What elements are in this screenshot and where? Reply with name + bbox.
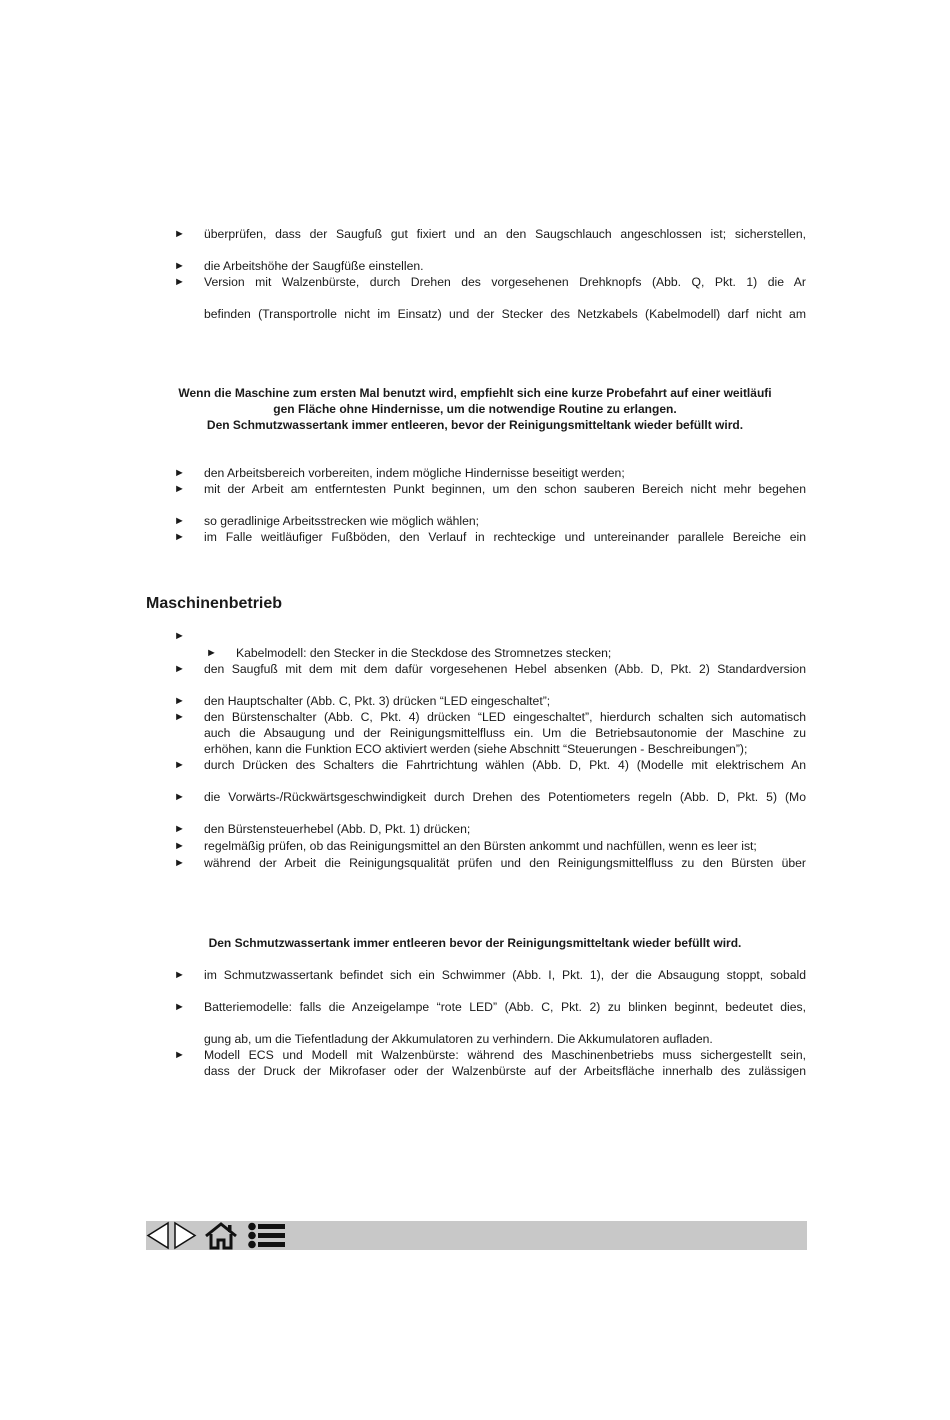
- bullet-icon: ►: [174, 840, 185, 852]
- list-item-continuation: gung ab, um die Tiefentladung der Akkumulatoren zu verhindern. Die Akkumulatoren aufladen.: [204, 1032, 713, 1046]
- list-item-continuation: erhöhen, kann die Funktion ECO aktiviert werden (siehe Abschnitt “Steuerungen - Beschreibungen”);: [204, 742, 748, 756]
- bullet-icon: ►: [174, 823, 185, 835]
- list-item: den Saugfuß mit dem mit dem dafür vorgesehenen Hebel absenken (Abb. D, Pkt. 2) Standardversion: [204, 662, 806, 676]
- bullet-icon: ►: [174, 711, 185, 723]
- bullet-icon: ►: [174, 531, 185, 543]
- list-item: die Vorwärts-/Rückwärtsgeschwindigkeit durch Drehen des Potentiometers regeln (Abb. D, Pkt. 5) (Mo: [204, 790, 806, 804]
- note-line: Den Schmutzwassertank immer entleeren, bevor der Reinigungsmitteltank wieder befüllt wird.: [206, 418, 744, 432]
- bullet-icon: ►: [174, 969, 185, 981]
- list-item: die Arbeitshöhe der Saugfüße einstellen.: [204, 259, 424, 273]
- list-item: Version mit Walzenbürste, durch Drehen des vorgesehenen Drehknopfs (Abb. Q, Pkt. 1) die Ar: [204, 275, 806, 289]
- bullet-icon: ►: [174, 276, 185, 288]
- list-item-continuation: befinden (Transportrolle nicht im Einsatz) und der Stecker des Netzkabels (Kabelmodell) darf nicht am: [204, 307, 806, 321]
- list-item: im Schmutzwassertank befindet sich ein Schwimmer (Abb. I, Pkt. 1), der die Absaugung stoppt, sobald: [204, 968, 806, 982]
- bullet-icon: ►: [174, 759, 185, 771]
- note-line: Wenn die Maschine zum ersten Mal benutzt wird, empfiehlt sich eine kurze Probefahrt auf einer weitläufi: [178, 386, 772, 400]
- list-item: im Falle weitläufiger Fußböden, den Verlauf in rechteckige und untereinander parallele Bereiche ein: [204, 530, 806, 544]
- note-line: gen Fläche ohne Hindernisse, um die notwendige Routine zu erlangen.: [273, 402, 677, 416]
- list-item: Batteriemodelle: falls die Anzeigelampe “rote LED” (Abb. C, Pkt. 2) zu blinken beginnt, bedeutet dies,: [204, 1000, 806, 1014]
- list-item: den Hauptschalter (Abb. C, Pkt. 3) drücken “LED eingeschaltet”;: [204, 694, 551, 708]
- bullet-icon: ►: [174, 695, 185, 707]
- list-item: den Bürstensteuerhebel (Abb. D, Pkt. 1) drücken;: [204, 822, 471, 836]
- contents-list-icon[interactable]: [246, 1221, 286, 1250]
- bullet-icon: ►: [174, 515, 185, 527]
- list-item: durch Drücken des Schalters die Fahrtrichtung wählen (Abb. D, Pkt. 4) (Modelle mit elektrischem An: [204, 758, 806, 772]
- bullet-icon: ►: [174, 630, 185, 642]
- next-page-icon[interactable]: [173, 1221, 197, 1250]
- list-item: so geradlinige Arbeitsstrecken wie möglich wählen;: [204, 514, 480, 528]
- bullet-icon: ►: [174, 1001, 185, 1013]
- list-item: regelmäßig prüfen, ob das Reinigungsmittel an den Bürsten ankommt und nachfüllen, wenn es leer ist;: [204, 839, 757, 853]
- bullet-icon: ►: [174, 663, 185, 675]
- list-sub-item: Kabelmodell: den Stecker in die Steckdose des Stromnetzes stecken;: [236, 646, 612, 660]
- list-item: überprüfen, dass der Saugfuß gut fixiert und an den Saugschlauch angeschlossen ist; sicherstellen,: [204, 227, 806, 241]
- bullet-icon: ►: [174, 260, 185, 272]
- list-item-continuation: dass der Druck der Mikrofaser oder der Walzenbürste auf der Arbeitsfläche innerhalb des zulässigen: [204, 1064, 806, 1078]
- bullet-icon: ►: [174, 228, 185, 240]
- bullet-icon: ►: [174, 483, 185, 495]
- bullet-icon: ►: [174, 791, 185, 803]
- bullet-icon: ►: [174, 1049, 185, 1061]
- section-heading: Maschinenbetrieb: [146, 595, 283, 612]
- home-icon[interactable]: [204, 1221, 238, 1250]
- list-item: Modell ECS und Modell mit Walzenbürste: während des Maschinenbetriebs muss sichergestellt sein,: [204, 1048, 806, 1062]
- list-item: den Bürstenschalter (Abb. C, Pkt. 4) drücken “LED eingeschaltet”, hierdurch schalten sich automatisch: [204, 710, 806, 724]
- list-item: mit der Arbeit am entferntesten Punkt beginnen, um den schon sauberen Bereich nicht mehr begehen: [204, 482, 806, 496]
- note-line: Den Schmutzwassertank immer entleeren bevor der Reinigungsmitteltank wieder befüllt wird.: [208, 936, 742, 950]
- list-item: den Arbeitsbereich vorbereiten, indem mögliche Hindernisse beseitigt werden;: [204, 466, 625, 480]
- list-item: während der Arbeit die Reinigungsqualität prüfen und den Reinigungsmittelfluss zu den Bürsten über: [204, 856, 806, 870]
- list-item-continuation: auch die Absaugung und der Reinigungsmittelfluss ein. Um die Betriebsautonomie der Maschine zu: [204, 726, 806, 740]
- bullet-icon: ►: [206, 647, 217, 659]
- bullet-icon: ►: [174, 857, 185, 869]
- previous-page-icon[interactable]: [146, 1221, 170, 1250]
- footer-nav-bar: [146, 1221, 807, 1250]
- bullet-icon: ►: [174, 467, 185, 479]
